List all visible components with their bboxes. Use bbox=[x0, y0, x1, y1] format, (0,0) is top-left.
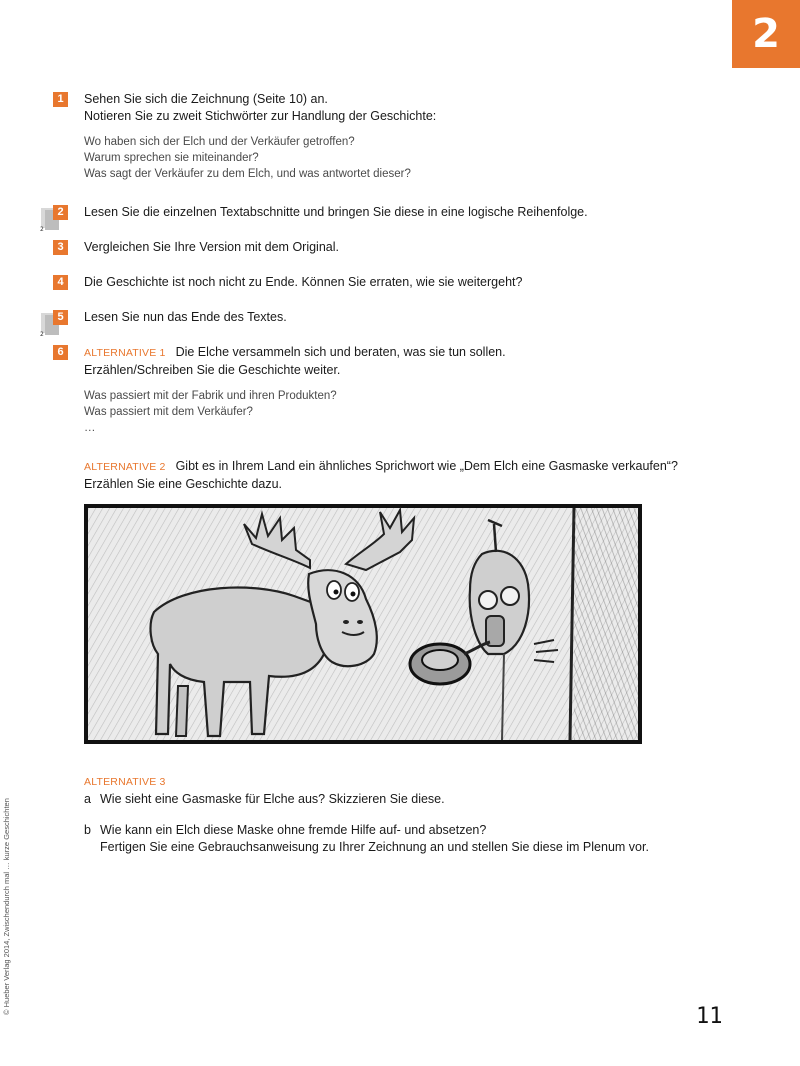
task-number: 6 bbox=[53, 345, 68, 360]
alternative-3 bbox=[53, 773, 733, 856]
task-1 bbox=[53, 91, 733, 182]
alternative-text: Die Elche versammeln sich und beraten, was sie tun sollen. bbox=[175, 345, 506, 359]
task-number: 5 bbox=[53, 310, 68, 325]
alternative-3-item-b bbox=[84, 822, 733, 839]
task-number: 2 bbox=[53, 205, 68, 220]
alternative-3-item-a bbox=[84, 791, 733, 808]
item-letter: b bbox=[84, 823, 91, 837]
alternative-2 bbox=[53, 458, 733, 493]
moose-gasmask-illustration bbox=[84, 504, 642, 744]
task-instruction: Notieren Sie zu zweit Stichwörter zur Handlung der Geschichte: bbox=[84, 109, 437, 123]
task-4 bbox=[53, 274, 733, 291]
task-6 bbox=[53, 344, 733, 436]
task-instruction: Sehen Sie sich die Zeichnung (Seite 10) an. bbox=[84, 92, 328, 106]
task-instruction bbox=[84, 458, 733, 476]
task-2 bbox=[40, 204, 733, 232]
task-3 bbox=[53, 239, 733, 256]
task-instruction: Lesen Sie die einzelnen Textabschnitte und bringen Sie diese in eine logische Reihenfolge. bbox=[84, 205, 588, 219]
alternative-label: ALTERNATIVE 3 bbox=[84, 776, 166, 788]
cd-track-number: 2 bbox=[40, 331, 44, 337]
item-text: Fertigen Sie eine Gebrauchsanweisung zu Ihrer Zeichnung an und stellen Sie diese im Plenum vor. bbox=[100, 840, 649, 854]
alternative-label: ALTERNATIVE 1 bbox=[84, 347, 166, 359]
task-instruction bbox=[84, 344, 733, 362]
task-instruction: Erzählen Sie eine Geschichte dazu. bbox=[84, 477, 283, 491]
task-instruction: Lesen Sie nun das Ende des Textes. bbox=[84, 310, 287, 324]
task-number: 3 bbox=[53, 240, 68, 255]
item-text: Wie kann ein Elch diese Maske ohne fremde Hilfe auf- und absetzen? bbox=[100, 823, 487, 837]
task-5 bbox=[40, 309, 733, 337]
guiding-question: … bbox=[84, 422, 96, 434]
item-letter: a bbox=[84, 792, 91, 806]
page-number: 11 bbox=[696, 1004, 723, 1029]
guiding-question: Was passiert mit dem Verkäufer? bbox=[84, 406, 253, 418]
guiding-question: Warum sprechen sie miteinander? bbox=[84, 152, 259, 164]
chapter-number-tab: 2 bbox=[732, 0, 800, 68]
task-instruction: Vergleichen Sie Ihre Version mit dem Original. bbox=[84, 240, 339, 254]
task-instruction: Erzählen/Schreiben Sie die Geschichte weiter. bbox=[84, 363, 341, 377]
copyright-note: © Hueber Verlag 2014, Zwischendurch mal … kurze Geschichten bbox=[2, 798, 11, 1015]
alternative-label: ALTERNATIVE 2 bbox=[84, 461, 166, 473]
guiding-question: Was sagt der Verkäufer zu dem Elch, und was antwortet dieser? bbox=[84, 168, 411, 180]
task-number: 1 bbox=[53, 92, 68, 107]
task-number: 4 bbox=[53, 275, 68, 290]
guiding-question: Was passiert mit der Fabrik und ihren Produkten? bbox=[84, 390, 337, 402]
task-instruction: Die Geschichte ist noch nicht zu Ende. Können Sie erraten, wie sie weitergeht? bbox=[84, 275, 523, 289]
cd-track-number: 2 bbox=[40, 226, 44, 232]
item-text: Wie sieht eine Gasmaske für Elche aus? Skizzieren Sie diese. bbox=[100, 792, 445, 806]
alternative-text: Gibt es in Ihrem Land ein ähnliches Sprichwort wie „Dem Elch eine Gasmaske verkaufen“? bbox=[175, 459, 678, 473]
guiding-question: Wo haben sich der Elch und der Verkäufer getroffen? bbox=[84, 136, 355, 148]
